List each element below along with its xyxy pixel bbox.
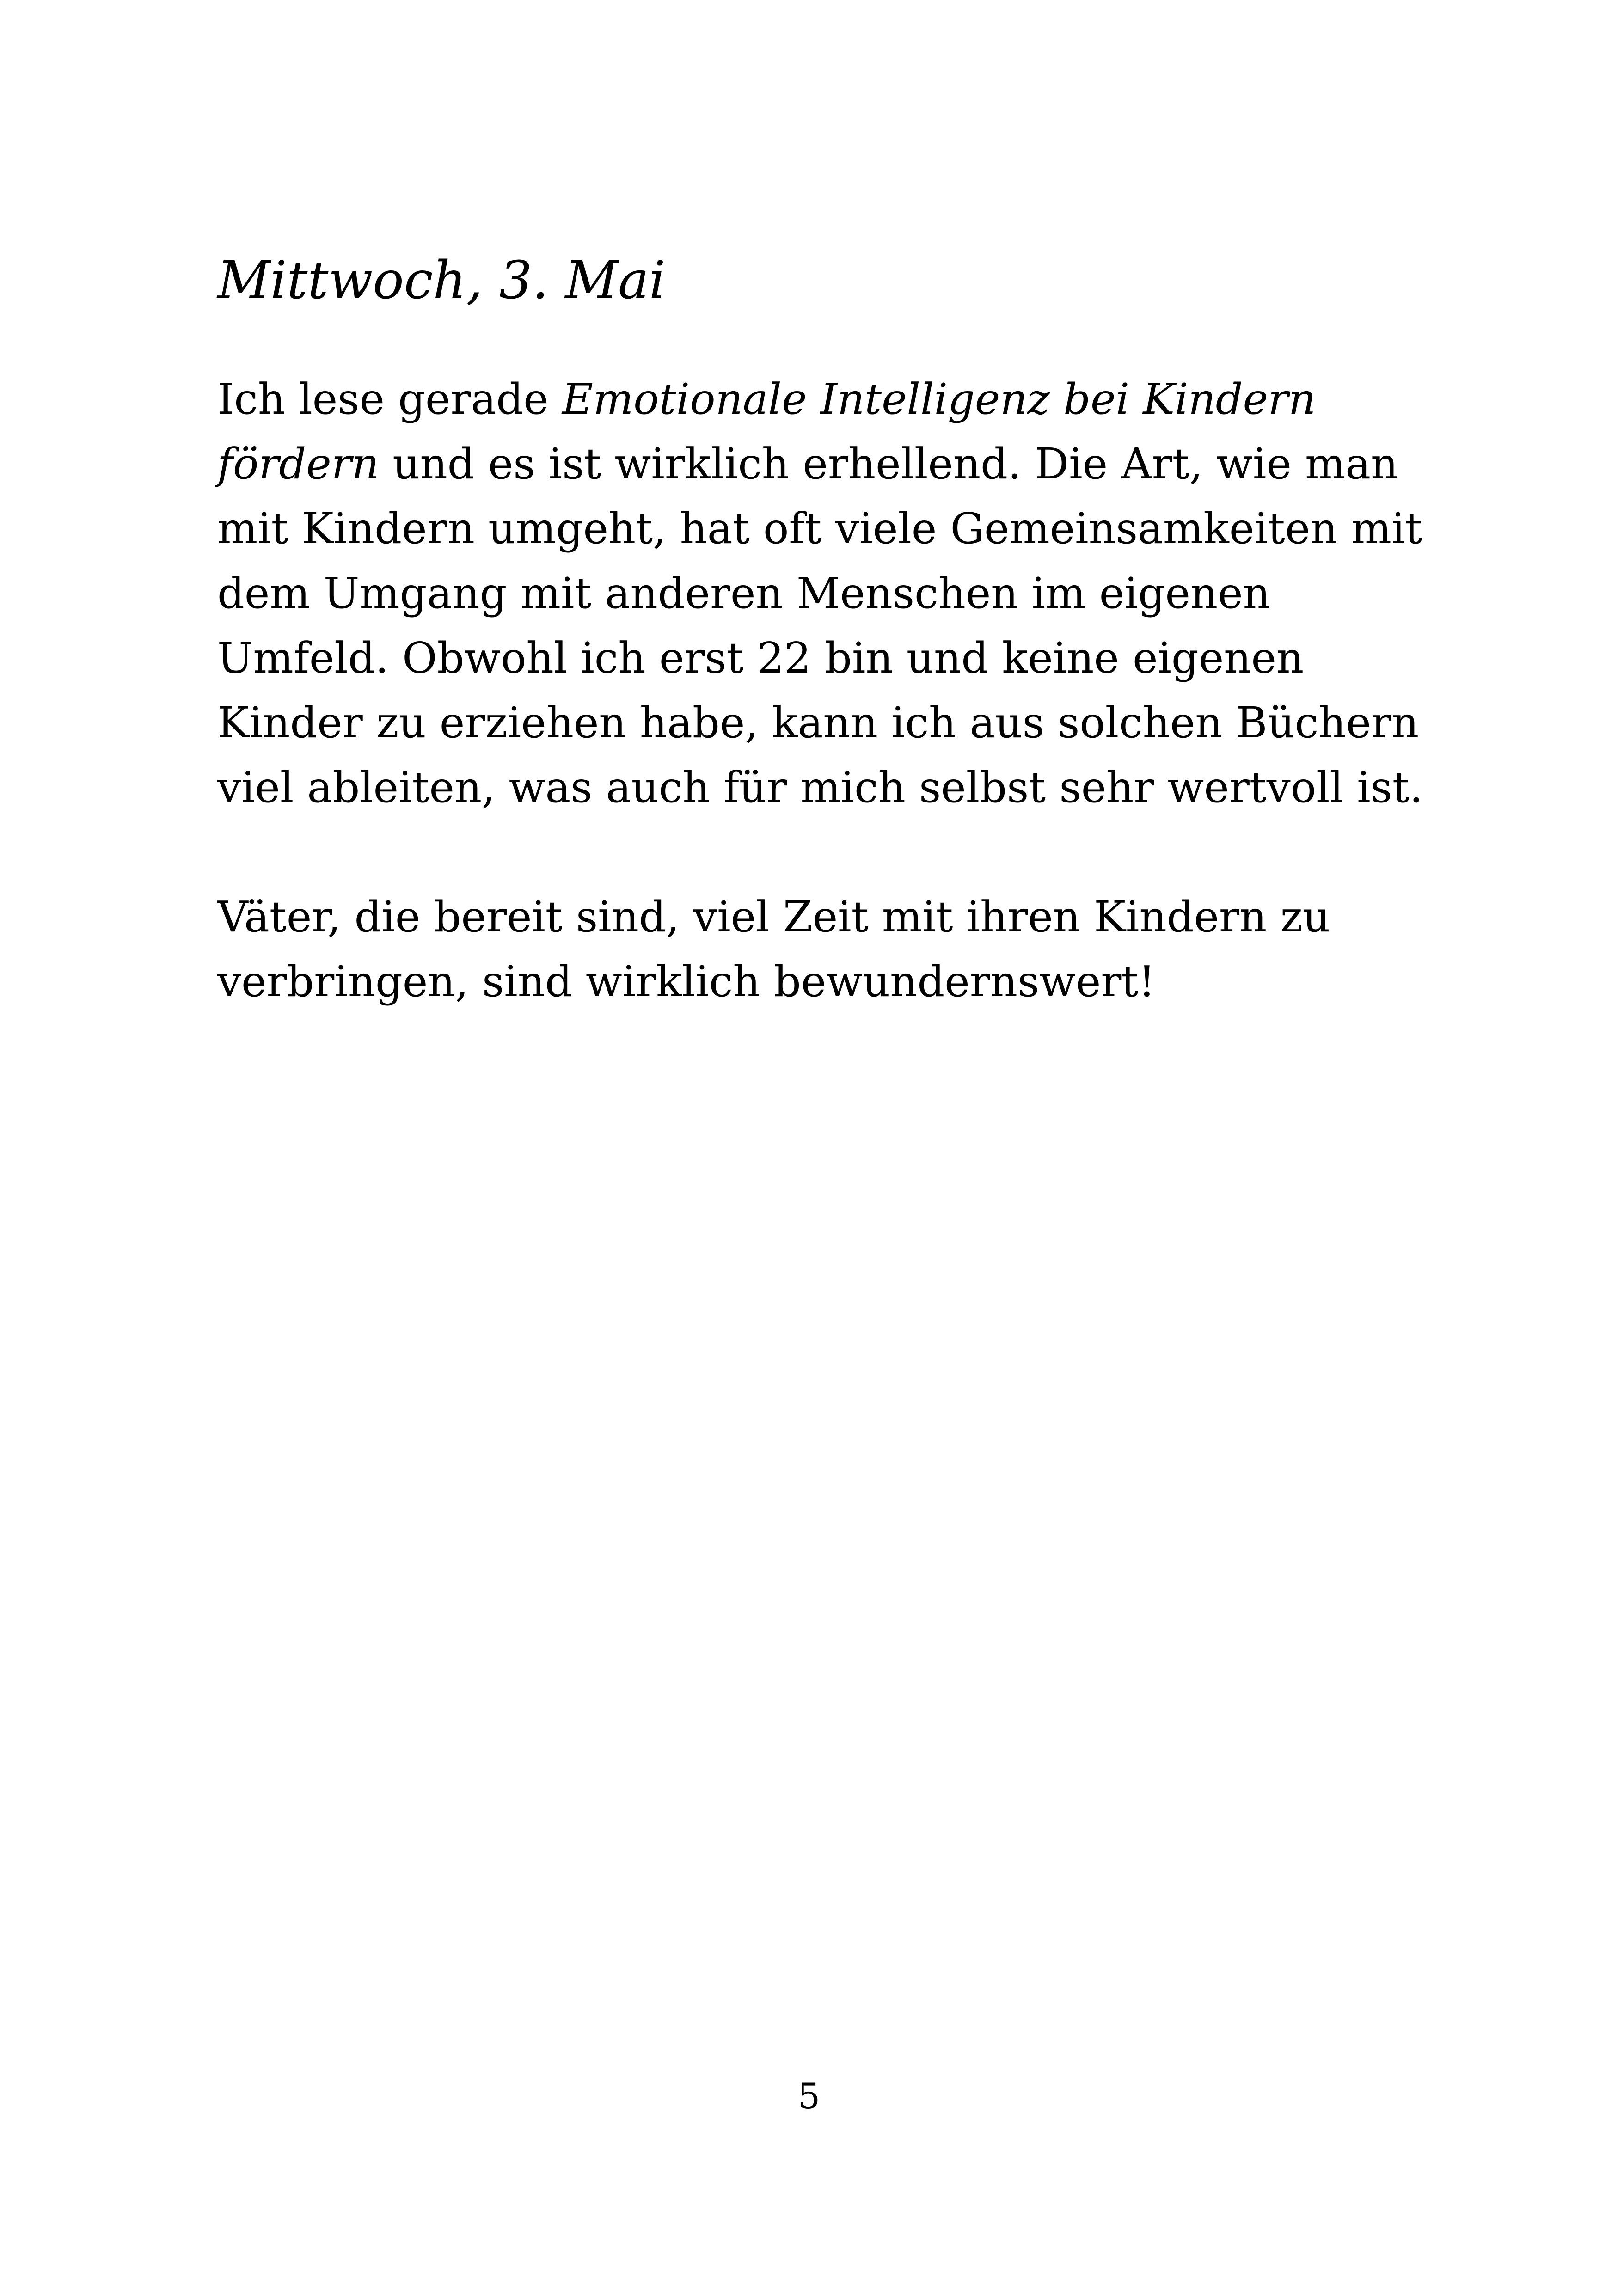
paragraph-1-intro: Ich lese gerade xyxy=(217,374,562,424)
page-number: 5 xyxy=(797,2076,821,2117)
book-title: Emotionale Intelligenz bei Kindern fördern xyxy=(217,374,1316,489)
entry-paragraph-1 xyxy=(217,367,1447,820)
entry-paragraph-2: Väter, die bereit sind, viel Zeit mit ihren Kindern zu verbringen, sind wirklich bewundernswert! xyxy=(217,892,1330,1007)
journal-entry xyxy=(217,250,1447,1079)
paragraph-1-body: und es ist wirklich erhellend. Die Art, wie man mit Kindern umgeht, hat oft viele Gemeinsamkeiten mit dem Umgang mit anderen Menschen im eigenen Umfeld. Obwohl ich erst 22 bin und keine eigenen Kinder zu erziehen habe, kann ich aus solchen Büchern viel ableiten, was auch für mich selbst sehr wertvoll ist. xyxy=(217,439,1423,813)
entry-date-heading: Mittwoch, 3. Mai xyxy=(217,251,666,311)
